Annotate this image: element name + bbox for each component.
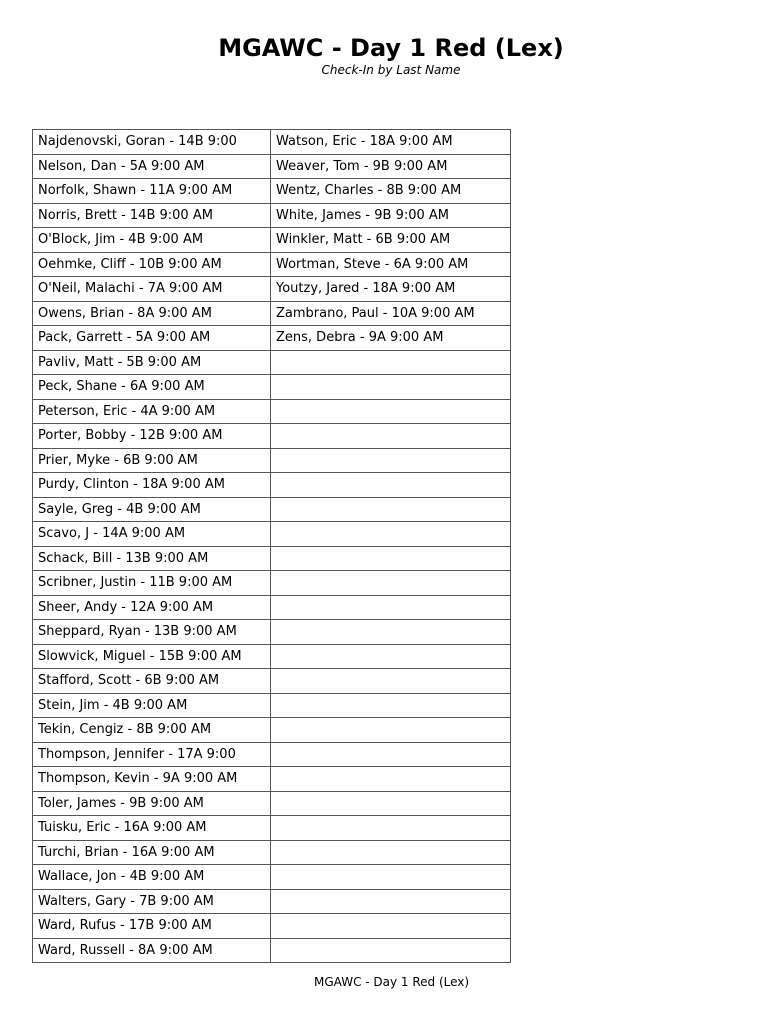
checkin-table [32, 129, 511, 963]
checkin-entry-left: Peterson, Eric - 4A 9:00 AM [33, 399, 271, 424]
empty-cell [271, 522, 511, 547]
table-row [33, 546, 511, 571]
table-row [33, 938, 511, 963]
empty-cell [271, 424, 511, 449]
checkin-entry-left: Ward, Rufus - 17B 9:00 AM [33, 914, 271, 939]
empty-cell [271, 865, 511, 890]
table-row [33, 914, 511, 939]
empty-cell [271, 840, 511, 865]
table-row [33, 375, 511, 400]
table-row [33, 816, 511, 841]
table-row [33, 840, 511, 865]
table-row [33, 497, 511, 522]
checkin-entry-left: Peck, Shane - 6A 9:00 AM [33, 375, 271, 400]
checkin-entry-left: Wallace, Jon - 4B 9:00 AM [33, 865, 271, 890]
checkin-entry-left: Slowvick, Miguel - 15B 9:00 AM [33, 644, 271, 669]
checkin-entry-left: Purdy, Clinton - 18A 9:00 AM [33, 473, 271, 498]
table-row [33, 252, 511, 277]
empty-cell [271, 816, 511, 841]
table-row [33, 865, 511, 890]
checkin-entry-left: Oehmke, Cliff - 10B 9:00 AM [33, 252, 271, 277]
empty-cell [271, 889, 511, 914]
table-row [33, 399, 511, 424]
empty-cell [271, 546, 511, 571]
checkin-entry-right: Zambrano, Paul - 10A 9:00 AM [271, 301, 511, 326]
empty-cell [271, 350, 511, 375]
empty-cell [271, 375, 511, 400]
empty-cell [271, 473, 511, 498]
empty-cell [271, 595, 511, 620]
empty-cell [271, 914, 511, 939]
checkin-entry-left: Schack, Bill - 13B 9:00 AM [33, 546, 271, 571]
empty-cell [271, 669, 511, 694]
empty-cell [271, 693, 511, 718]
checkin-entry-right: Weaver, Tom - 9B 9:00 AM [271, 154, 511, 179]
checkin-entry-left: Pavliv, Matt - 5B 9:00 AM [33, 350, 271, 375]
empty-cell [271, 767, 511, 792]
empty-cell [271, 718, 511, 743]
table-row [33, 473, 511, 498]
checkin-entry-left: Porter, Bobby - 12B 9:00 AM [33, 424, 271, 449]
table-row [33, 424, 511, 449]
checkin-entry-left: Pack, Garrett - 5A 9:00 AM [33, 326, 271, 351]
checkin-entry-left: Stafford, Scott - 6B 9:00 AM [33, 669, 271, 694]
table-row [33, 522, 511, 547]
table-row [33, 889, 511, 914]
empty-cell [271, 742, 511, 767]
checkin-entry-left: Norfolk, Shawn - 11A 9:00 AM [33, 179, 271, 204]
table-row [33, 693, 511, 718]
table-row [33, 277, 511, 302]
checkin-entry-left: Thompson, Kevin - 9A 9:00 AM [33, 767, 271, 792]
checkin-entry-left: Norris, Brett - 14B 9:00 AM [33, 203, 271, 228]
checkin-entry-left: Walters, Gary - 7B 9:00 AM [33, 889, 271, 914]
table-row [33, 350, 511, 375]
checkin-entry-left: Nelson, Dan - 5A 9:00 AM [33, 154, 271, 179]
table-row [33, 644, 511, 669]
checkin-entry-left: O'Neil, Malachi - 7A 9:00 AM [33, 277, 271, 302]
checkin-entry-left: Scavo, J - 14A 9:00 AM [33, 522, 271, 547]
checkin-entry-left: Scribner, Justin - 11B 9:00 AM [33, 571, 271, 596]
table-row [33, 595, 511, 620]
checkin-entry-left: Ward, Russell - 8A 9:00 AM [33, 938, 271, 963]
table-row [33, 718, 511, 743]
checkin-entry-right: Youtzy, Jared - 18A 9:00 AM [271, 277, 511, 302]
table-row [33, 130, 511, 155]
table-row [33, 179, 511, 204]
checkin-entry-right: Winkler, Matt - 6B 9:00 AM [271, 228, 511, 253]
checkin-entry-left: Thompson, Jennifer - 17A 9:00 [33, 742, 271, 767]
table-row [33, 228, 511, 253]
empty-cell [271, 399, 511, 424]
page-footer: MGAWC - Day 1 Red (Lex) [314, 975, 470, 989]
checkin-entry-left: Tuisku, Eric - 16A 9:00 AM [33, 816, 271, 841]
page-title: MGAWC - Day 1 Red (Lex) [218, 34, 564, 62]
checkin-entry-left: Najdenovski, Goran - 14B 9:00 [33, 130, 271, 155]
checkin-entry-left: O'Block, Jim - 4B 9:00 AM [33, 228, 271, 253]
checkin-entry-left: Owens, Brian - 8A 9:00 AM [33, 301, 271, 326]
empty-cell [271, 448, 511, 473]
checkin-entry-right: Wortman, Steve - 6A 9:00 AM [271, 252, 511, 277]
empty-cell [271, 644, 511, 669]
checkin-entry-left: Prier, Myke - 6B 9:00 AM [33, 448, 271, 473]
table-row [33, 571, 511, 596]
empty-cell [271, 938, 511, 963]
table-row [33, 767, 511, 792]
table-row [33, 154, 511, 179]
empty-cell [271, 497, 511, 522]
table-row [33, 448, 511, 473]
table-row [33, 203, 511, 228]
checkin-entry-left: Stein, Jim - 4B 9:00 AM [33, 693, 271, 718]
checkin-entry-left: Tekin, Cengiz - 8B 9:00 AM [33, 718, 271, 743]
empty-cell [271, 571, 511, 596]
table-row [33, 742, 511, 767]
checkin-entry-right: Wentz, Charles - 8B 9:00 AM [271, 179, 511, 204]
checkin-entry-right: White, James - 9B 9:00 AM [271, 203, 511, 228]
checkin-entry-left: Sayle, Greg - 4B 9:00 AM [33, 497, 271, 522]
page-subtitle: Check-In by Last Name [321, 63, 461, 77]
empty-cell [271, 791, 511, 816]
table-row [33, 326, 511, 351]
checkin-entry-right: Watson, Eric - 18A 9:00 AM [271, 130, 511, 155]
checkin-entry-left: Sheppard, Ryan - 13B 9:00 AM [33, 620, 271, 645]
checkin-entry-left: Toler, James - 9B 9:00 AM [33, 791, 271, 816]
table-row [33, 301, 511, 326]
checkin-entry-left: Turchi, Brian - 16A 9:00 AM [33, 840, 271, 865]
table-row [33, 791, 511, 816]
table-row [33, 620, 511, 645]
checkin-entry-left: Sheer, Andy - 12A 9:00 AM [33, 595, 271, 620]
empty-cell [271, 620, 511, 645]
checkin-entry-right: Zens, Debra - 9A 9:00 AM [271, 326, 511, 351]
table-row [33, 669, 511, 694]
